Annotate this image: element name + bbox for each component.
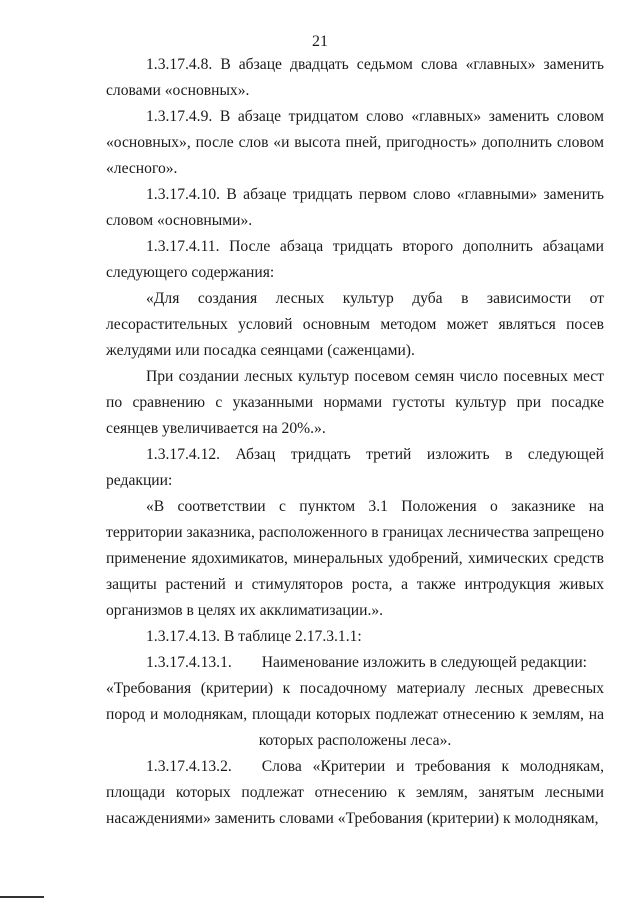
quoted-table-title: «Требования (критерии) к посадочному материалу лесных древесных пород и молоднякам, площади которых подлежат отнесению к землям, на которых расположены леса». <box>106 680 604 749</box>
paragraph-1-3-17-4-9: 1.3.17.4.9. В абзаце тридцатом слово «главных» заменить словом «основных», после слов «и высота пней, пригодность» дополнить словом «лесного». <box>106 108 604 177</box>
item-text: Наименование изложить в следующей редакции: <box>261 654 587 671</box>
paragraph-1-3-17-4-8: 1.3.17.4.8. В абзаце двадцать седьмом слова «главных» заменить словами «основных». <box>106 56 604 99</box>
paragraph-1-3-17-4-11: 1.3.17.4.11. После абзаца тридцать второго дополнить абзацами следующего содержания: <box>106 238 604 281</box>
scan-mark <box>0 896 44 898</box>
paragraph-1-3-17-4-12: 1.3.17.4.12. Абзац тридцать третий изложить в следующей редакции: <box>106 446 604 489</box>
paragraph-1-3-17-4-13-1 <box>106 650 604 676</box>
item-text: Слова «Критерии и требования к молоднякам, площади которых подлежат отнесению к землям, занятым лесными насаждениями» заменить словами «Требования (критерии) к молоднякам, <box>106 758 604 827</box>
page-number: 21 <box>312 33 328 50</box>
item-number: 1.3.17.4.13.1. <box>146 654 232 671</box>
quoted-paragraph-oak-cultures: «Для создания лесных культур дуба в зависимости от лесорастительных условий основным методом может являться посев желудями или посадка сеянцами (саженцами). <box>106 290 604 359</box>
paragraph-1-3-17-4-10: 1.3.17.4.10. В абзаце тридцать первом слово «главными» заменить словом «основными». <box>106 186 604 229</box>
document-body <box>106 52 604 832</box>
quoted-paragraph-reserve: «В соответствии с пунктом 3.1 Положения о заказнике на территории заказника, расположенного в границах лесничества запрещено применение ядохимикатов, минеральных удобрений, химических средств защиты растений и стимуляторов роста, а также интродукция живых организмов в целях их акклиматизации.». <box>106 498 604 619</box>
paragraph-1-3-17-4-13: 1.3.17.4.13. В таблице 2.17.3.1.1: <box>146 628 362 645</box>
paragraph-1-3-17-4-13-2 <box>106 754 604 832</box>
quoted-paragraph-sowing: При создании лесных культур посевом семян число посевных мест по сравнению с указанными нормами густоты культур при посадке сеянцев увеличивается на 20%.». <box>106 368 604 437</box>
item-number: 1.3.17.4.13.2. <box>146 758 232 775</box>
